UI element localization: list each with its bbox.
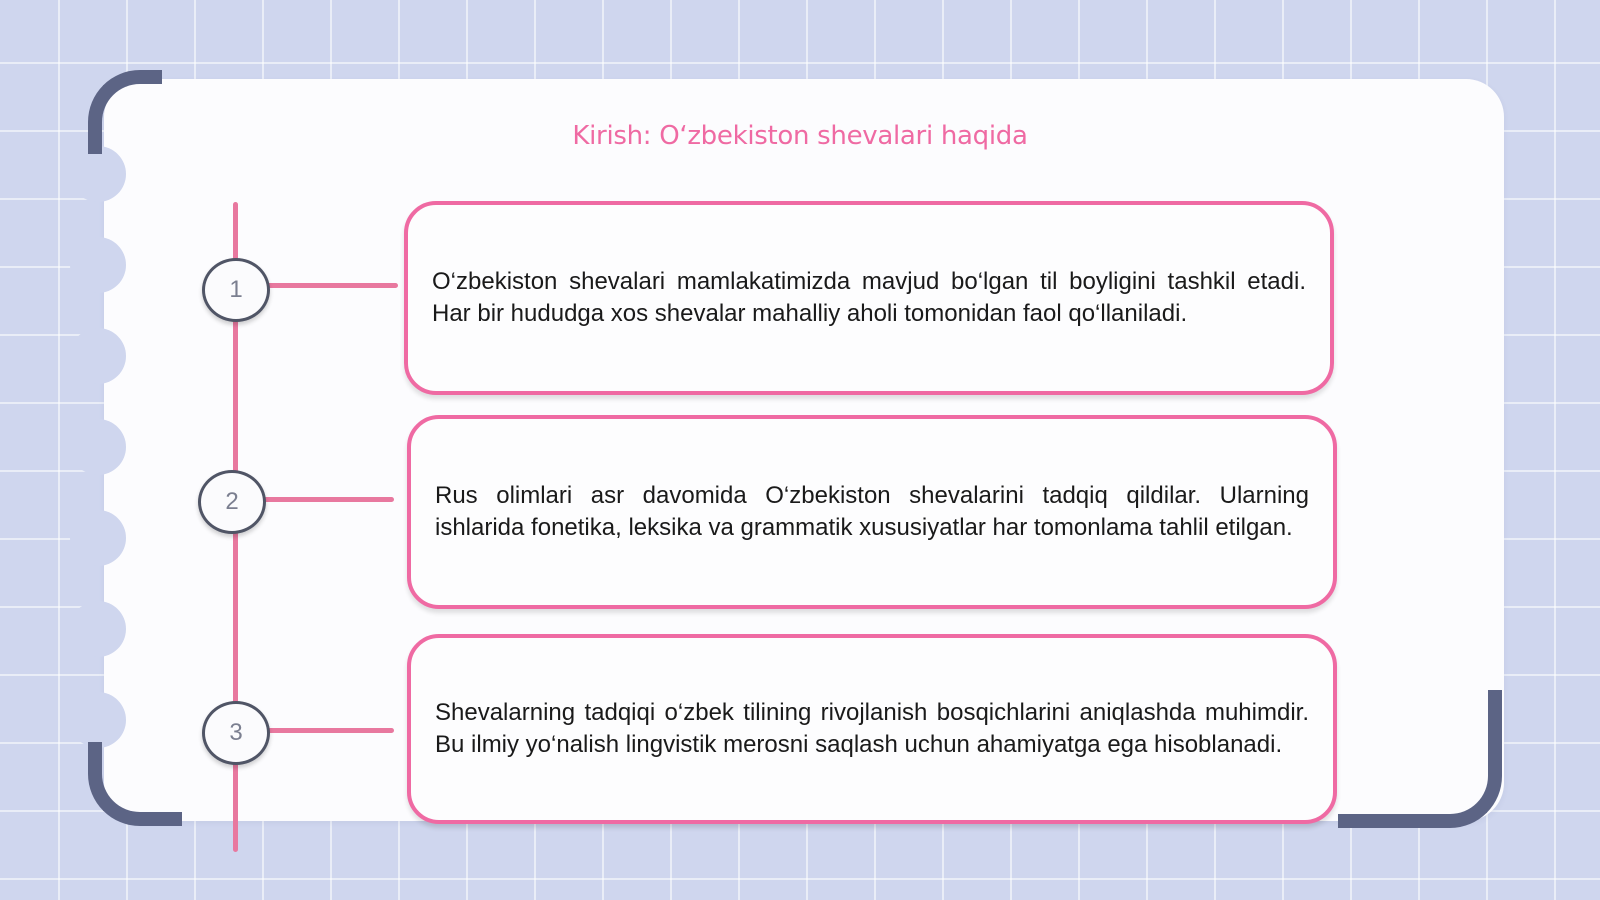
timeline-card xyxy=(407,415,1337,609)
timeline-connector xyxy=(266,728,394,733)
timeline-card xyxy=(404,201,1334,395)
timeline-marker: 2 xyxy=(198,470,266,534)
timeline-connector xyxy=(262,497,394,502)
corner-bracket-bottom-right xyxy=(1338,690,1502,828)
sheet-hole xyxy=(70,510,126,566)
timeline-card xyxy=(407,634,1337,824)
sheet-hole xyxy=(70,328,126,384)
sheet-hole xyxy=(70,237,126,293)
sheet-hole xyxy=(70,419,126,475)
timeline-marker: 3 xyxy=(202,701,270,765)
sheet-hole xyxy=(70,692,126,748)
slide-title: Kirish: O‘zbekiston shevalari haqida xyxy=(572,121,1028,151)
sheet-hole xyxy=(70,601,126,657)
sheet-hole xyxy=(70,146,126,202)
timeline-connector xyxy=(266,283,398,288)
timeline-card-text: Rus olimlari asr davomida O‘zbekiston shevalarini tadqiq qildilar. Ularning ishlarida fonetika, leksika va grammatik xususiyatlar har tomonlama tahlil etilgan. xyxy=(435,482,1309,541)
timeline-card-text: Shevalarning tadqiqi o‘zbek tilining rivojlanish bosqichlarini aniqlashda muhimdir. Bu ilmiy yo‘nalish lingvistik merosni saqlash uchun ahamiyatga ega hisoblanadi. xyxy=(435,699,1309,758)
timeline-marker: 1 xyxy=(202,258,270,322)
timeline-card-text: O‘zbekiston shevalari mamlakatimizda mavjud bo‘lgan til boyligini tashkil etadi. Har bir hududga xos shevalar mahalliy aholi tomonidan faol qo‘llaniladi. xyxy=(432,268,1306,327)
corner-bracket-bottom-left xyxy=(88,742,182,826)
